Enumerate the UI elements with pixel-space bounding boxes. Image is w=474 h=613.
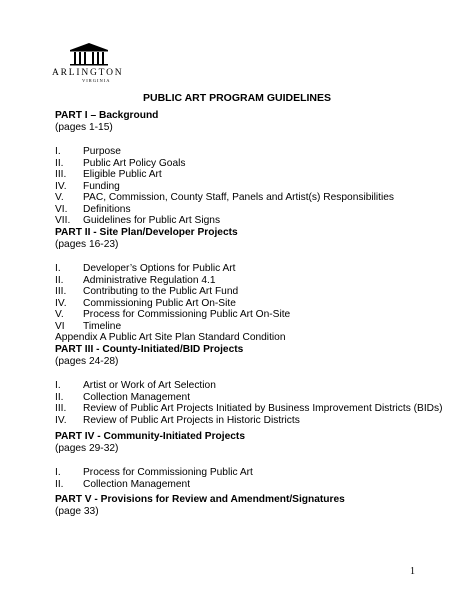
- part-item-list: [55, 146, 445, 227]
- list-item: [55, 192, 445, 204]
- item-number: I.: [55, 380, 61, 391]
- item-number: V.: [55, 192, 64, 203]
- list-item: [55, 158, 445, 170]
- list-item: [55, 204, 445, 216]
- part-heading: PART V - Provisions for Review and Amendment/Signatures: [55, 494, 345, 505]
- item-text: Review of Public Art Projects Initiated by Business Improvement Districts (BIDs): [83, 403, 443, 414]
- list-item: [55, 298, 445, 310]
- part-heading: PART IV - Community-Initiated Projects: [55, 431, 245, 442]
- item-text: Artist or Work of Art Selection: [83, 380, 216, 391]
- item-text: Commissioning Public Art On-Site: [83, 297, 236, 309]
- part-item-list: [55, 263, 445, 332]
- part-pages: (pages 16-23): [55, 239, 119, 250]
- item-number: III.: [55, 403, 67, 414]
- item-number: IV.: [55, 297, 67, 309]
- list-item: [55, 321, 445, 333]
- list-item: [55, 263, 445, 275]
- list-item: [55, 309, 445, 321]
- item-number: VII.: [55, 215, 71, 226]
- appendix-line: Appendix A Public Art Site Plan Standard Condition: [55, 332, 286, 343]
- item-number: IV.: [55, 180, 67, 192]
- part-heading: PART I – Background: [55, 110, 159, 121]
- item-text: Eligible Public Art: [83, 169, 162, 180]
- item-text: Collection Management: [83, 391, 191, 403]
- document-title: PUBLIC ART PROGRAM GUIDELINES: [142, 92, 332, 104]
- item-text: Purpose: [83, 146, 121, 157]
- list-item: [55, 215, 445, 227]
- item-text: Timeline: [83, 320, 122, 332]
- item-number: IV.: [55, 414, 67, 426]
- item-text: Definitions: [83, 203, 131, 215]
- page-number: 1: [410, 566, 415, 577]
- part-1-section: [55, 110, 445, 227]
- arlington-house-icon: [68, 42, 110, 66]
- item-text: Contributing to the Public Art Fund: [83, 286, 239, 297]
- part-pages: (pages 29-32): [55, 443, 119, 454]
- arlington-logo: [52, 42, 128, 83]
- list-item: [55, 286, 445, 298]
- item-number: I.: [55, 467, 61, 478]
- item-number: VI.: [55, 203, 68, 215]
- part-item-list: [55, 467, 445, 490]
- list-item: [55, 392, 445, 404]
- part-heading: PART II - Site Plan/Developer Projects: [55, 227, 238, 238]
- list-item: [55, 181, 445, 193]
- item-number: III.: [55, 286, 67, 297]
- item-number: VI: [55, 320, 65, 332]
- item-number: II.: [55, 478, 64, 490]
- part-heading: PART III - County-Initiated/BID Projects: [55, 344, 244, 355]
- list-item: [55, 403, 445, 415]
- item-number: II.: [55, 391, 64, 403]
- part-pages: (pages 24-28): [55, 356, 119, 367]
- item-number: II.: [55, 157, 64, 169]
- list-item: [55, 146, 445, 158]
- item-text: PAC, Commission, County Staff, Panels and Artist(s) Responsibilities: [83, 192, 395, 203]
- item-text: Collection Management: [83, 478, 191, 490]
- item-number: I.: [55, 146, 61, 157]
- part-5-section: [55, 494, 445, 518]
- item-text: Process for Commissioning Public Art: [83, 467, 253, 478]
- item-number: II.: [55, 274, 64, 286]
- item-text: Guidelines for Public Art Signs: [83, 215, 221, 226]
- list-item: [55, 479, 445, 491]
- list-item: [55, 467, 445, 479]
- logo-subtitle: VIRGINIA: [82, 78, 111, 83]
- item-text: Administrative Regulation 4.1: [83, 274, 216, 286]
- part-item-list: [55, 380, 445, 426]
- item-number: I.: [55, 263, 61, 274]
- list-item: [55, 275, 445, 287]
- item-text: Developer’s Options for Public Art: [83, 263, 236, 274]
- item-number: V.: [55, 309, 64, 320]
- list-item: [55, 380, 445, 392]
- item-text: Public Art Policy Goals: [83, 157, 186, 169]
- item-text: Funding: [83, 180, 120, 192]
- list-item: [55, 415, 445, 427]
- part-3-section: [55, 344, 445, 426]
- logo-name: ARLINGTON: [52, 68, 124, 78]
- part-2-section: [55, 227, 445, 344]
- part-4-section: [55, 431, 445, 490]
- list-item: [55, 169, 445, 181]
- part-pages: (page 33): [55, 506, 99, 517]
- part-pages: (pages 1-15): [55, 122, 113, 133]
- item-number: III.: [55, 169, 67, 180]
- item-text: Review of Public Art Projects in Historic Districts: [83, 414, 300, 426]
- item-text: Process for Commissioning Public Art On-Site: [83, 309, 291, 320]
